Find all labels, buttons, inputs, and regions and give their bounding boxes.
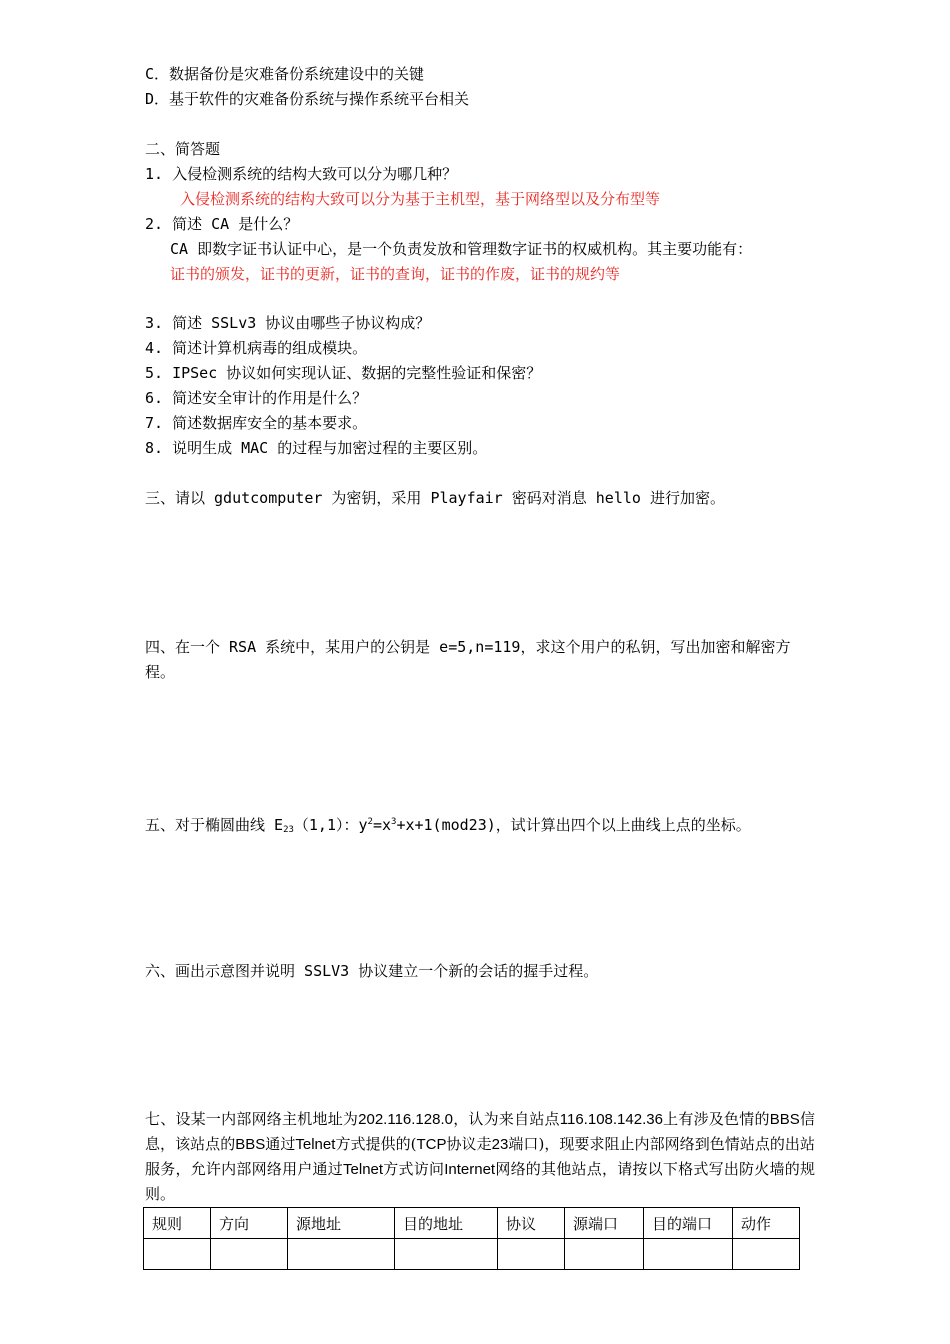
s7-port: 23 — [491, 1136, 509, 1153]
question-1: 1. 入侵检测系统的结构大致可以分为哪几种？ — [145, 165, 458, 183]
s7-ip2: 116.108.142.36 — [559, 1111, 663, 1128]
s7-bbs2: BBS — [235, 1136, 266, 1153]
answer-2-line-1: CA 即数字证书认证中心，是一个负责发放和管理数字证书的权威机构。其主要功能有： — [170, 240, 753, 258]
col-destination-address: 目的地址 — [395, 1208, 498, 1239]
question-4: 4. 简述计算机病毒的组成模块。 — [145, 339, 368, 357]
cell-empty — [644, 1239, 733, 1270]
option-d: D．基于软件的灾难备份系统与操作系统平台相关 — [145, 90, 470, 108]
col-destination-port: 目的端口 — [644, 1208, 733, 1239]
section-5-prefix: 五、对于椭圆曲线 E — [145, 816, 284, 834]
s7-ip1: 202.116.128.0 — [358, 1111, 453, 1128]
s7-p1: 七、设某一内部网络主机地址为 — [145, 1110, 359, 1128]
question-3: 3. 简述 SSLv3 协议由哪些子协议构成？ — [145, 314, 431, 332]
firewall-rules-table — [143, 1207, 800, 1270]
cell-empty — [288, 1239, 395, 1270]
question-6: 6. 简述安全审计的作用是什么？ — [145, 389, 368, 407]
s7-p2: ，认为来自站点 — [452, 1110, 560, 1128]
question-2: 2. 简述 CA 是什么？ — [145, 215, 299, 233]
section-5-mid1: （1,1）：y — [293, 816, 368, 834]
col-direction: 方向 — [211, 1208, 288, 1239]
answer-1: 入侵检测系统的结构大致可以分为基于主机型，基于网络型以及分布型等 — [180, 190, 661, 208]
s7-p4: 信息，该站点的 — [145, 1110, 815, 1153]
question-8: 8. 说明生成 MAC 的过程与加密过程的主要区别。 — [145, 439, 488, 457]
s7-p6: 方式提供的( — [335, 1135, 417, 1153]
option-c: C．数据备份是灾难备份系统建设中的关键 — [145, 65, 425, 83]
section-5-suffix: +x+1(mod23)，试计算出四个以上曲线上点的坐标。 — [396, 816, 751, 834]
cell-empty — [395, 1239, 498, 1270]
s7-p9: 方式访问 — [383, 1160, 445, 1178]
s7-tcp: TCP — [416, 1136, 447, 1153]
col-rule: 规则 — [144, 1208, 211, 1239]
col-source-port: 源端口 — [565, 1208, 644, 1239]
col-source-address: 源地址 — [288, 1208, 395, 1239]
s7-p10: 网络的其他站点，请按以下格式写出防火墙的规则。 — [145, 1160, 815, 1203]
s7-p7: 协议走 — [446, 1135, 492, 1153]
s7-telnet2: Telnet — [343, 1161, 384, 1178]
s7-p5: 通过 — [265, 1135, 296, 1153]
section-5-sup1: 2 — [367, 817, 373, 827]
cell-empty — [144, 1239, 211, 1270]
section-2-title: 二、简答题 — [145, 140, 221, 158]
s7-telnet: Telnet — [295, 1136, 336, 1153]
cell-empty — [733, 1239, 800, 1270]
section-3-text: 三、请以 gdutcomputer 为密钥，采用 Playfair 密码对消息 hello 进行加密。 — [145, 489, 725, 507]
section-7-paragraph — [145, 1107, 815, 1207]
s7-p8: 端口)，现要求阻止内部网络到色情站点的出站服务，允许内部网络用户通过 — [145, 1135, 815, 1178]
section-5-sup2: 3 — [391, 817, 397, 827]
section-5-text — [145, 812, 751, 840]
cell-empty — [211, 1239, 288, 1270]
section-5-subscript: 23 — [283, 825, 294, 835]
s7-p3: 上有涉及色情的 — [662, 1110, 770, 1128]
section-6-text: 六、画出示意图并说明 SSLV3 协议建立一个新的会话的握手过程。 — [145, 962, 599, 980]
table-row — [144, 1239, 800, 1270]
cell-empty — [498, 1239, 565, 1270]
section-5-mid2: =x — [372, 816, 392, 834]
table-header-row — [144, 1208, 800, 1239]
question-5: 5. IPSec 协议如何实现认证、数据的完整性验证和保密？ — [145, 364, 542, 382]
section-4-line-1: 四、在一个 RSA 系统中，某用户的公钥是 e=5,n=119，求这个用户的私钥，写出加密和解密方 — [145, 638, 791, 656]
col-protocol: 协议 — [498, 1208, 565, 1239]
section-4-line-2: 程。 — [145, 663, 176, 681]
question-7: 7. 简述数据库安全的基本要求。 — [145, 414, 368, 432]
col-action: 动作 — [733, 1208, 800, 1239]
cell-empty — [565, 1239, 644, 1270]
answer-2-line-2: 证书的颁发，证书的更新，证书的查询，证书的作废，证书的规约等 — [170, 265, 621, 283]
s7-internet: Internet — [444, 1161, 496, 1178]
s7-bbs: BBS — [769, 1111, 800, 1128]
